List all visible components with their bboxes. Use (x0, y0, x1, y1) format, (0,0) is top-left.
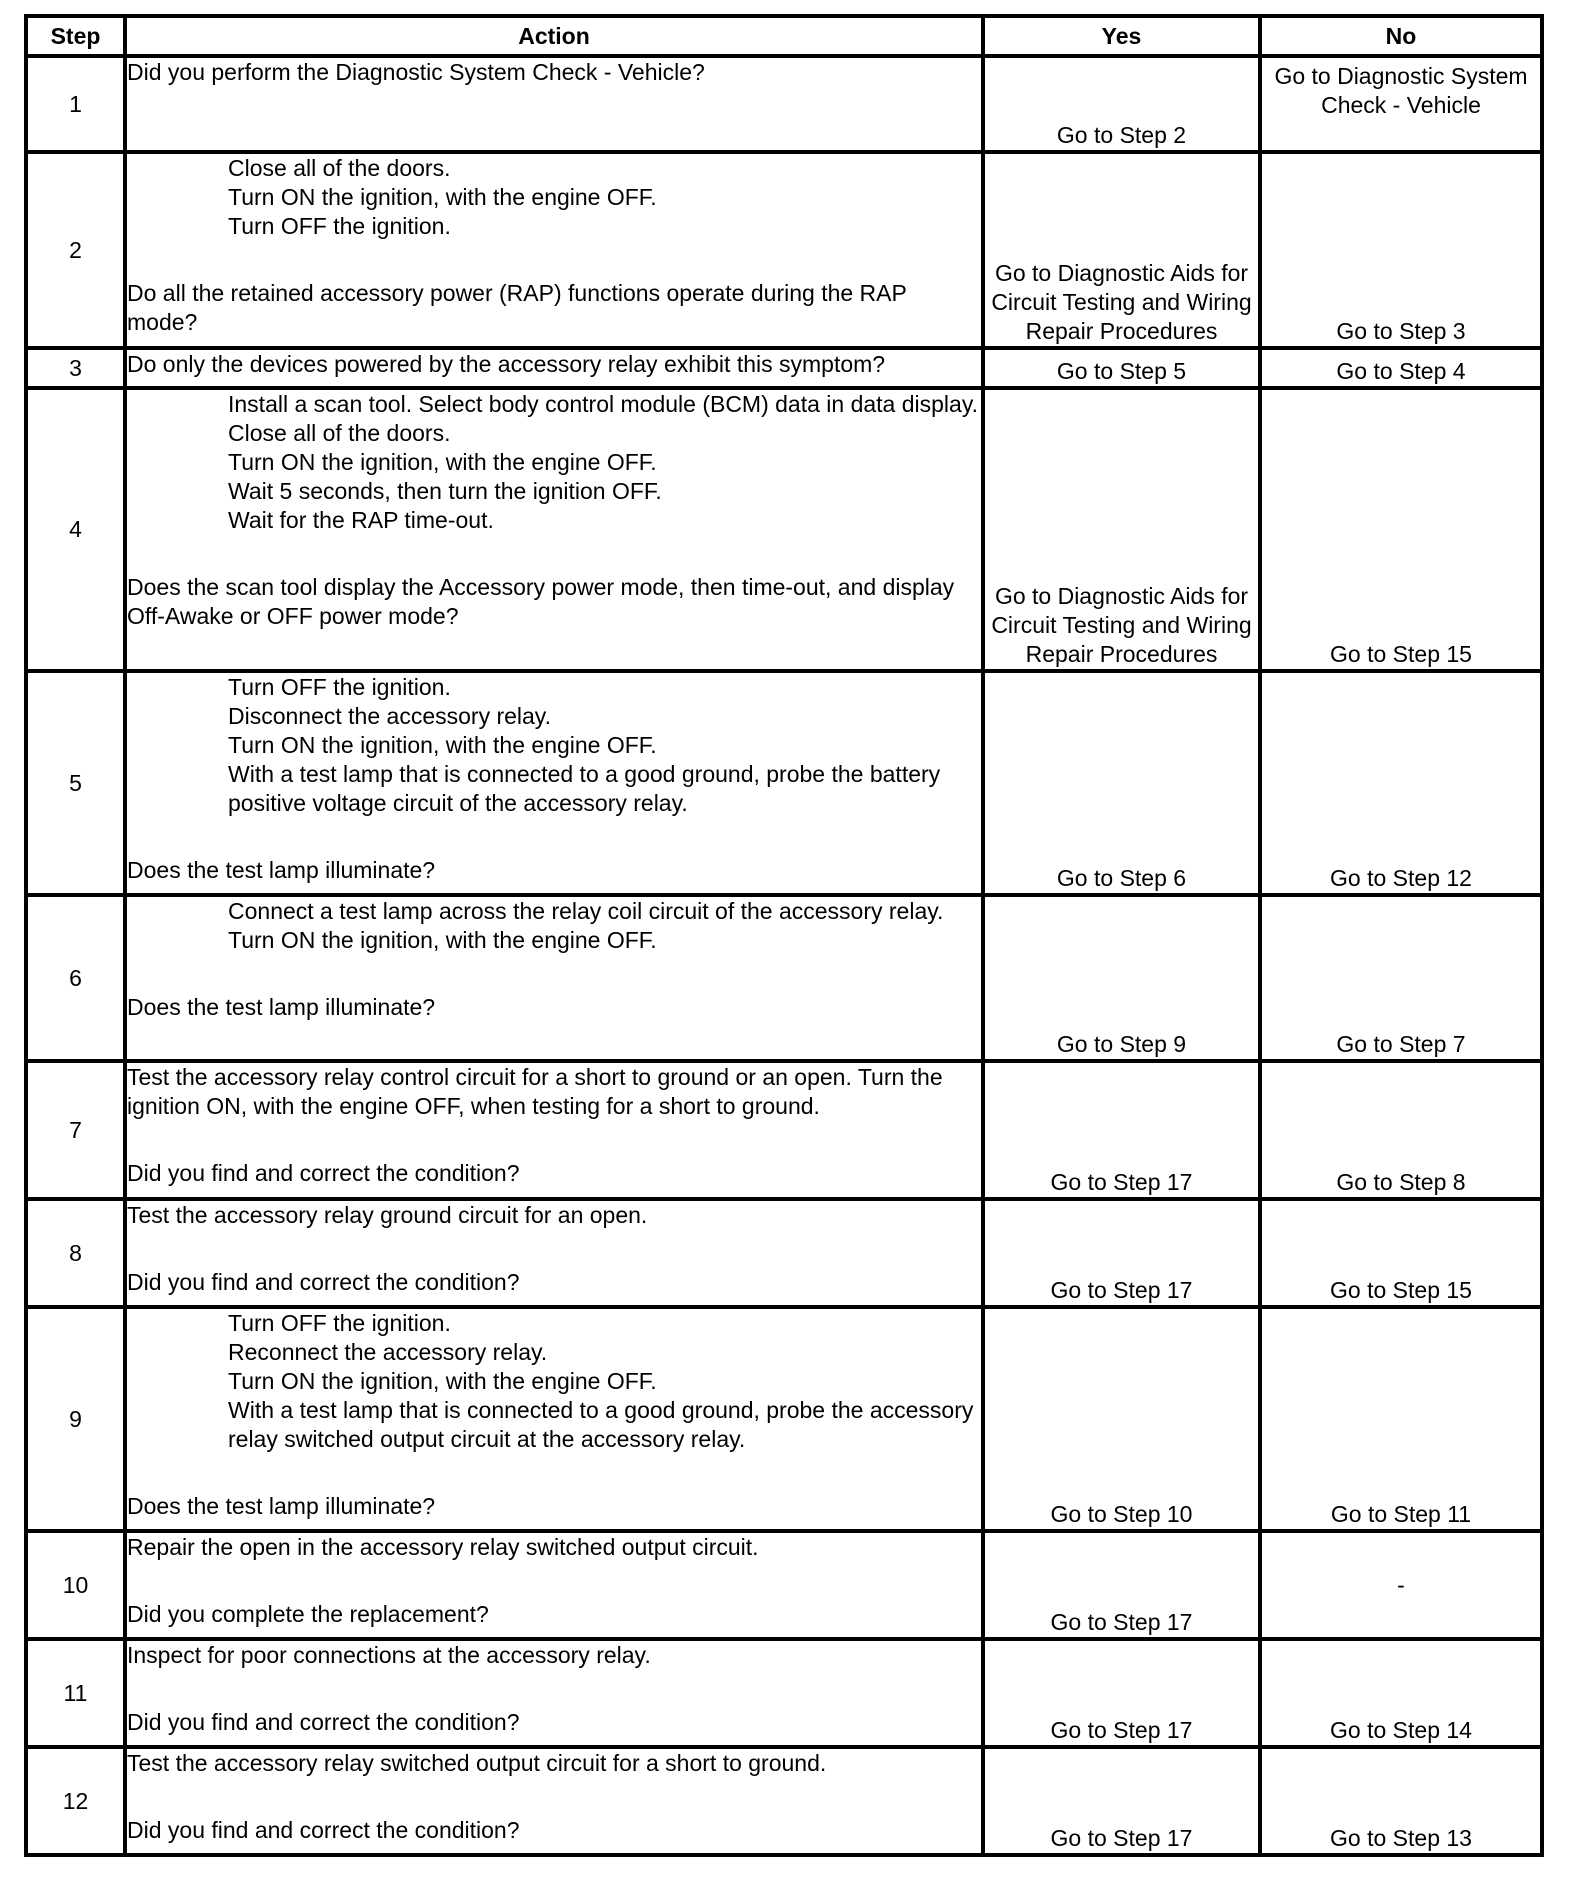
table-row (26, 1199, 1542, 1307)
step-number: 1 (26, 56, 125, 152)
action-cell (125, 348, 983, 388)
yes-outcome: Go to Step 17 (983, 1199, 1260, 1307)
action-step: Turn OFF the ignition. (228, 1310, 451, 1336)
no-outcome: Go to Step 12 (1260, 671, 1542, 895)
action-cell (125, 1531, 983, 1639)
yes-outcome: Go to Step 17 (983, 1531, 1260, 1639)
spacer (127, 818, 981, 856)
action-step: Connect a test lamp across the relay coil circuit of the accessory relay. (228, 898, 944, 924)
no-outcome: - (1260, 1531, 1542, 1639)
yes-outcome: Go to Step 6 (983, 671, 1260, 895)
yes-outcome: Go to Step 17 (983, 1061, 1260, 1199)
no-outcome: Go to Step 4 (1260, 348, 1542, 388)
spacer (127, 535, 981, 573)
action-question: Does the test lamp illuminate? (127, 857, 436, 883)
action-question: Did you find and correct the condition? (127, 1269, 520, 1295)
action-step: Turn ON the ignition, with the engine OFF. (228, 1368, 657, 1394)
action-step: Close all of the doors. (228, 420, 451, 446)
header-row (26, 16, 1542, 56)
step-number: 5 (26, 671, 125, 895)
step-number: 9 (26, 1307, 125, 1531)
table-row (26, 1747, 1542, 1855)
no-outcome: Go to Step 8 (1260, 1061, 1542, 1199)
action-question: Did you perform the Diagnostic System Check - Vehicle? (127, 59, 705, 85)
spacer (127, 1562, 981, 1600)
action-step: Disconnect the accessory relay. (228, 703, 551, 729)
spacer (127, 1230, 981, 1268)
table-row (26, 388, 1542, 671)
action-step: Turn OFF the ignition. (228, 213, 451, 239)
yes-outcome: Go to Step 9 (983, 895, 1260, 1061)
action-steps (127, 897, 981, 955)
table-row (26, 152, 1542, 348)
action-cell (125, 1061, 983, 1199)
yes-outcome: Go to Diagnostic Aids for Circuit Testing and Wiring Repair Procedures (983, 152, 1260, 348)
action-cell (125, 895, 983, 1061)
step-number: 8 (26, 1199, 125, 1307)
action-step: With a test lamp that is connected to a good ground, probe the battery positive voltage circuit of the accessory relay. (228, 761, 941, 816)
action-cell (125, 671, 983, 895)
no-outcome: Go to Step 7 (1260, 895, 1542, 1061)
action-step: Turn ON the ignition, with the engine OFF. (228, 449, 657, 475)
step-number: 10 (26, 1531, 125, 1639)
action-steps (127, 673, 981, 818)
yes-outcome: Go to Step 10 (983, 1307, 1260, 1531)
action-step: Install a scan tool. Select body control module (BCM) data in data display. (228, 391, 979, 417)
step-number: 3 (26, 348, 125, 388)
yes-outcome: Go to Step 5 (983, 348, 1260, 388)
table-row (26, 348, 1542, 388)
action-steps (127, 154, 981, 241)
action-question: Did you complete the replacement? (127, 1601, 489, 1627)
action-cell (125, 1747, 983, 1855)
action-step: Turn ON the ignition, with the engine OFF. (228, 927, 657, 953)
action-cell (125, 152, 983, 348)
yes-outcome: Go to Step 2 (983, 56, 1260, 152)
diagnostic-table-container (24, 14, 1544, 1857)
step-number: 2 (26, 152, 125, 348)
action-question: Does the test lamp illuminate? (127, 994, 436, 1020)
action-step: Close all of the doors. (228, 155, 451, 181)
step-number: 6 (26, 895, 125, 1061)
step-number: 4 (26, 388, 125, 671)
table-row (26, 1639, 1542, 1747)
table-row (26, 671, 1542, 895)
header-step: Step (26, 16, 125, 56)
step-number: 7 (26, 1061, 125, 1199)
no-outcome: Go to Step 14 (1260, 1639, 1542, 1747)
action-instruction: Test the accessory relay switched output circuit for a short to ground. (127, 1750, 827, 1776)
action-question: Does the scan tool display the Accessory power mode, then time-out, and display Off-Awake or OFF power mode? (127, 574, 955, 629)
action-steps (127, 1309, 981, 1454)
table-row (26, 56, 1542, 152)
table-row (26, 1531, 1542, 1639)
action-step: Turn OFF the ignition. (228, 674, 451, 700)
spacer (127, 1121, 981, 1159)
action-question: Do only the devices powered by the accessory relay exhibit this symptom? (127, 351, 886, 377)
header-yes: Yes (983, 16, 1260, 56)
action-step: Turn ON the ignition, with the engine OFF. (228, 184, 657, 210)
table-row (26, 1061, 1542, 1199)
action-step: Turn ON the ignition, with the engine OFF. (228, 732, 657, 758)
header-action: Action (125, 16, 983, 56)
action-step: Wait 5 seconds, then turn the ignition OFF. (228, 478, 662, 504)
step-number: 12 (26, 1747, 125, 1855)
spacer (127, 1778, 981, 1816)
header-no: No (1260, 16, 1542, 56)
spacer (127, 241, 981, 279)
action-step: Wait for the RAP time-out. (228, 507, 494, 533)
step-number: 11 (26, 1639, 125, 1747)
table-row (26, 895, 1542, 1061)
action-instruction: Test the accessory relay control circuit for a short to ground or an open. Turn the ignition ON, with the engine OFF, when testing for a short to ground. (127, 1064, 943, 1119)
action-step: With a test lamp that is connected to a good ground, probe the accessory relay switched output circuit at the accessory relay. (228, 1397, 974, 1452)
action-cell (125, 388, 983, 671)
action-instruction: Test the accessory relay ground circuit for an open. (127, 1202, 648, 1228)
spacer (127, 1454, 981, 1492)
yes-outcome: Go to Step 17 (983, 1639, 1260, 1747)
action-cell (125, 1199, 983, 1307)
no-outcome: Go to Step 13 (1260, 1747, 1542, 1855)
no-outcome: Go to Step 3 (1260, 152, 1542, 348)
action-instruction: Repair the open in the accessory relay switched output circuit. (127, 1534, 759, 1560)
no-outcome: Go to Step 11 (1260, 1307, 1542, 1531)
spacer (127, 1670, 981, 1708)
action-question: Did you find and correct the condition? (127, 1160, 520, 1186)
table-row (26, 1307, 1542, 1531)
action-steps (127, 390, 981, 535)
diagnostic-table (24, 14, 1544, 1857)
yes-outcome: Go to Step 17 (983, 1747, 1260, 1855)
spacer (127, 955, 981, 993)
action-cell (125, 1639, 983, 1747)
action-question: Do all the retained accessory power (RAP) functions operate during the RAP mode? (127, 280, 907, 335)
no-outcome: Go to Step 15 (1260, 388, 1542, 671)
action-step: Reconnect the accessory relay. (228, 1339, 548, 1365)
action-cell (125, 1307, 983, 1531)
no-outcome: Go to Step 15 (1260, 1199, 1542, 1307)
action-question: Did you find and correct the condition? (127, 1709, 520, 1735)
action-cell (125, 56, 983, 152)
yes-outcome: Go to Diagnostic Aids for Circuit Testing and Wiring Repair Procedures (983, 388, 1260, 671)
action-question: Did you find and correct the condition? (127, 1817, 520, 1843)
no-outcome: Go to Diagnostic System Check - Vehicle (1260, 56, 1542, 152)
action-instruction: Inspect for poor connections at the accessory relay. (127, 1642, 651, 1668)
action-question: Does the test lamp illuminate? (127, 1493, 436, 1519)
